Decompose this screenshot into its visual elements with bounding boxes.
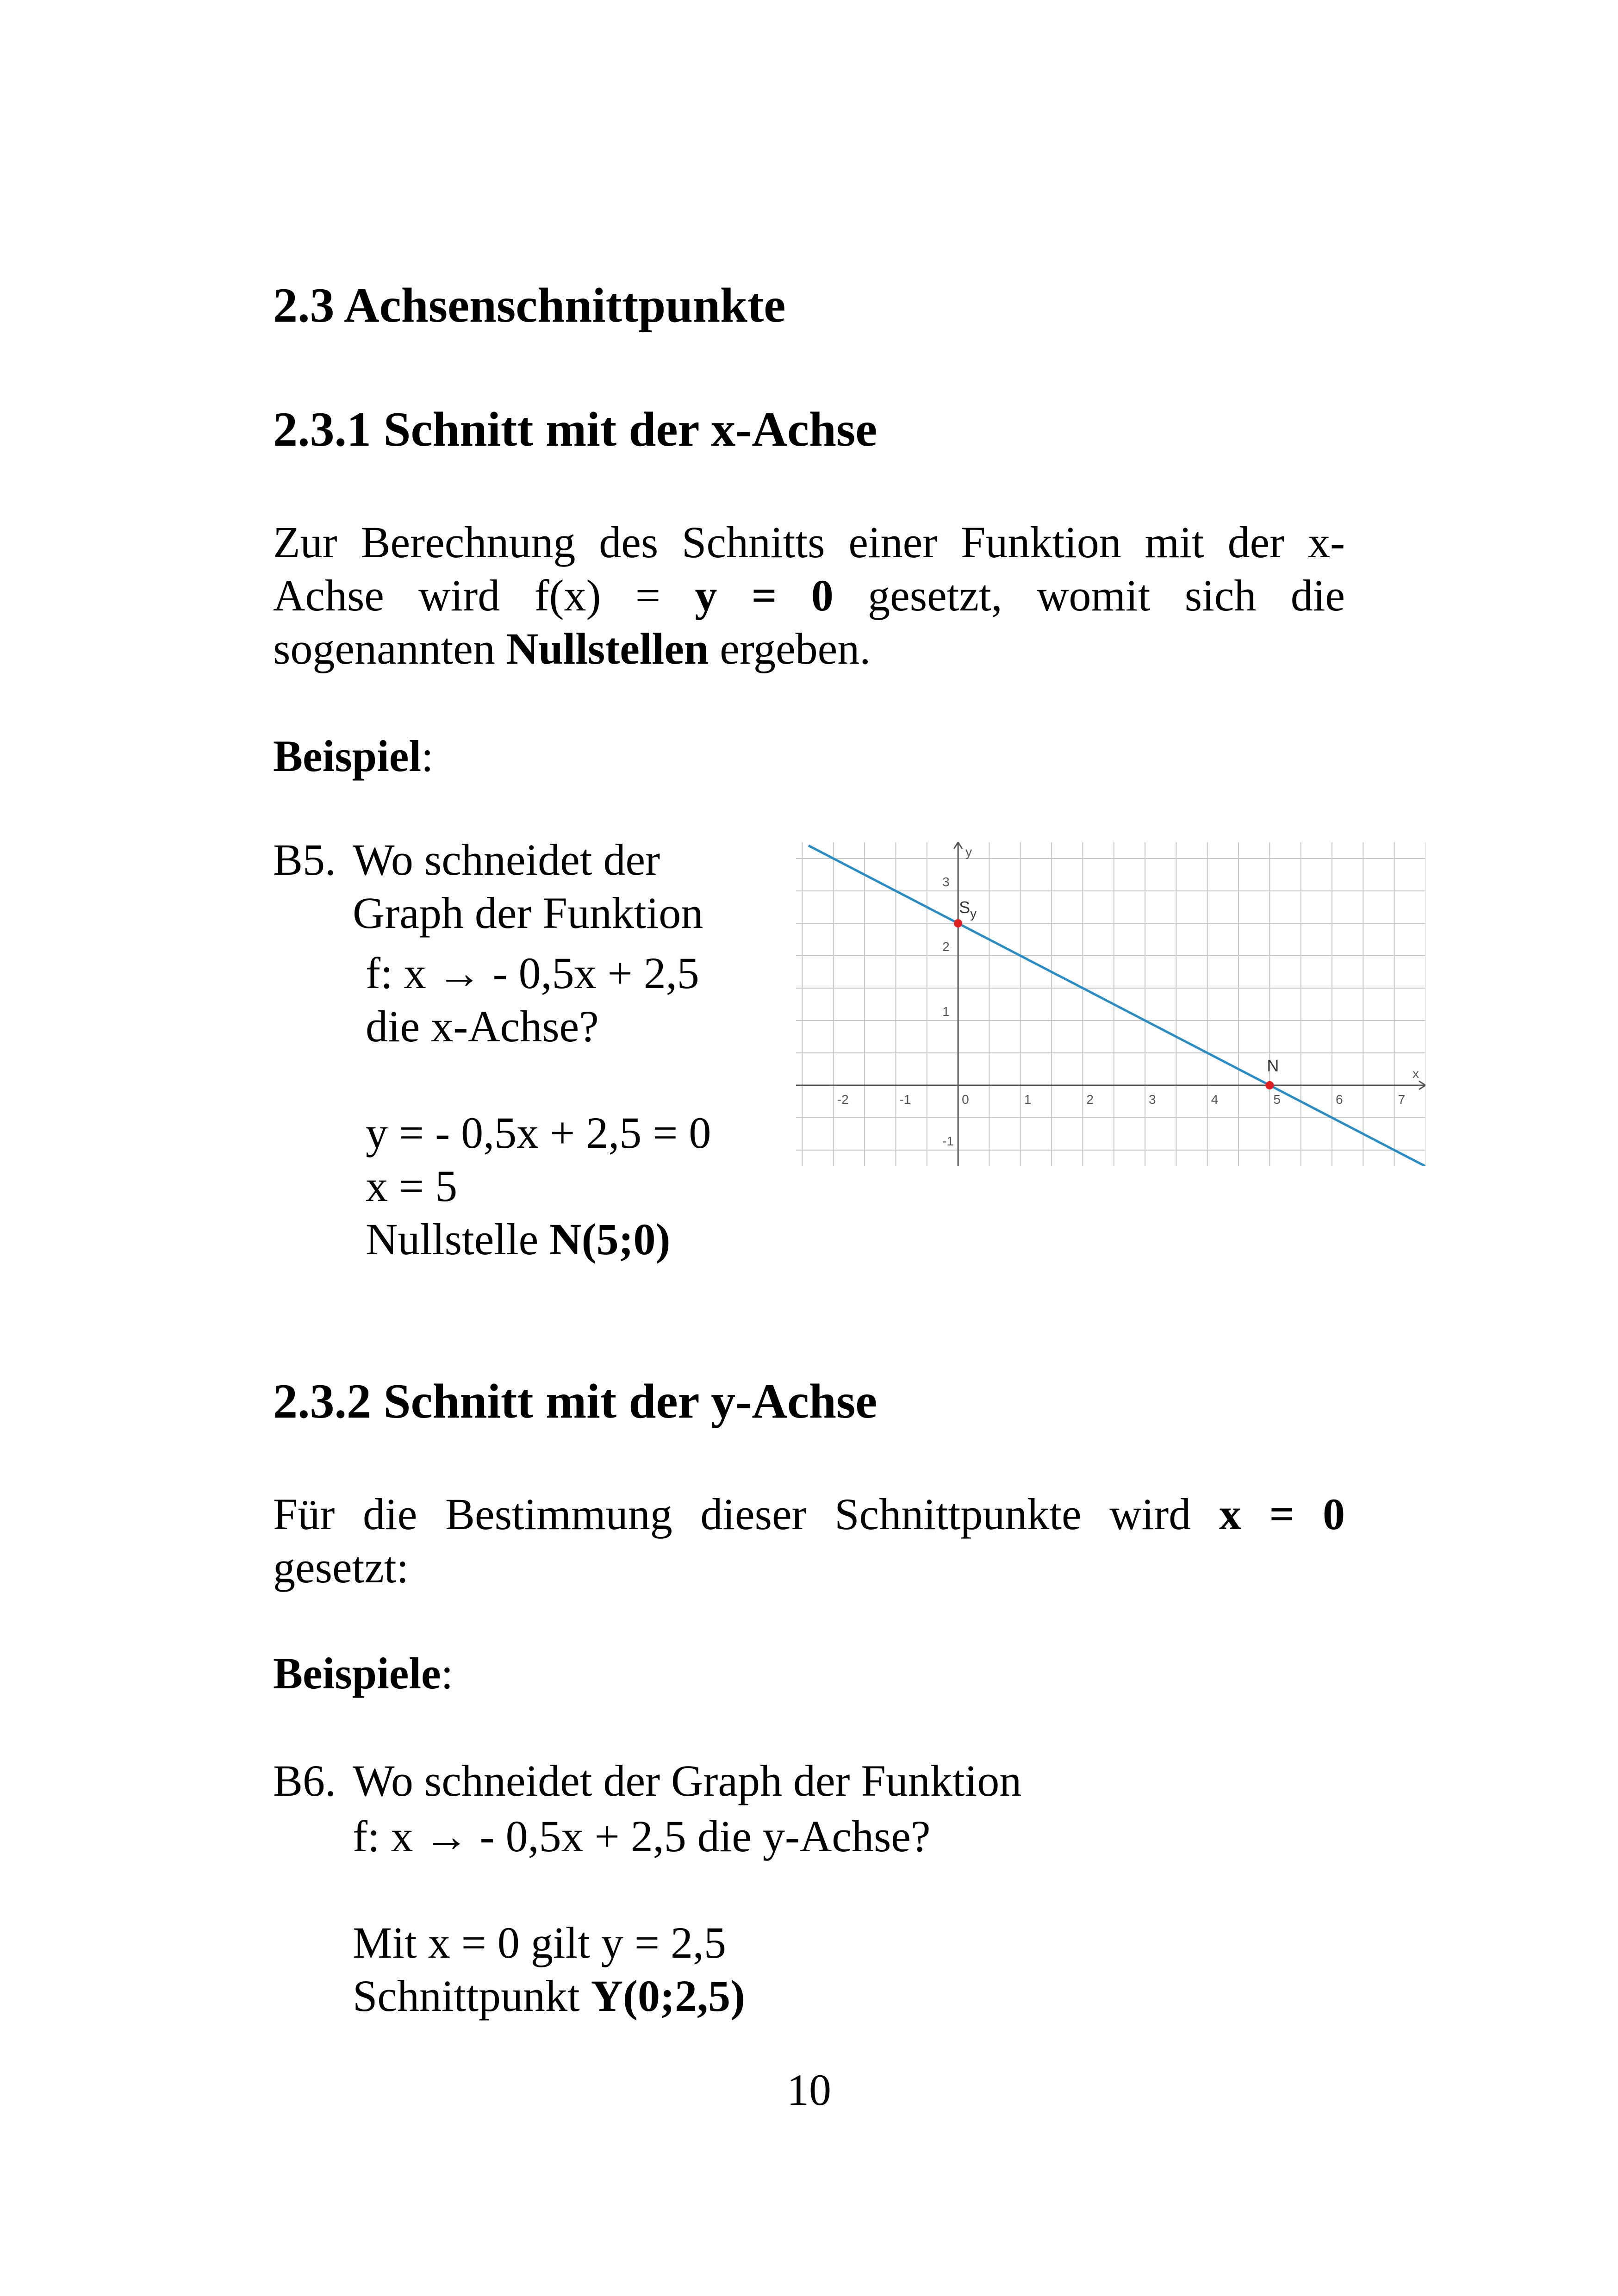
function-question: f: x → - 0,5x + 2,5 die y-Achse? (353, 1811, 931, 1861)
function-definition: f: x → - 0,5x + 2,5 (366, 948, 699, 998)
y-tick-label: 2 (942, 940, 950, 954)
result-line (353, 1969, 745, 2022)
question-line: die x-Achse? (366, 1002, 599, 1051)
y-axis-paragraph (273, 1487, 1345, 1594)
function-graph (796, 842, 1425, 1166)
subsection-title-x-axis: 2.3.1 Schnitt mit der x-Achse (273, 402, 877, 456)
x-axis-label: x (1413, 1066, 1419, 1081)
tick-labels (837, 875, 1405, 1148)
x-tick-label: 6 (1336, 1092, 1343, 1107)
x-tick-label: 5 (1273, 1092, 1281, 1107)
examples-label-text: Beispiele (273, 1649, 441, 1698)
bold-term: Nullstellen (506, 624, 709, 673)
text: gesetzt, womit sich die sogenannten (273, 571, 1345, 673)
colon: : (421, 731, 434, 781)
text: Nullstelle (366, 1214, 550, 1264)
question-line: Graph der Funktion (353, 888, 703, 938)
y-tick-label: 3 (942, 875, 950, 889)
subsection-title-y-axis: 2.3.2 Schnitt mit der y-Achse (273, 1374, 877, 1428)
solution-line: x = 5 (366, 1161, 458, 1211)
text: gesetzt: (273, 1543, 409, 1592)
solution-line: y = - 0,5x + 2,5 = 0 (366, 1108, 711, 1157)
page-number: 10 (787, 2065, 831, 2115)
x-tick-label: 4 (1211, 1092, 1219, 1107)
question-line: Wo schneidet der (353, 835, 660, 884)
point-label: N (1267, 1056, 1279, 1075)
colon: : (441, 1649, 454, 1698)
function-line (809, 846, 1425, 1166)
x-tick-label: -2 (837, 1092, 849, 1107)
bold-text: x = 0 (1219, 1489, 1345, 1539)
example-number: B6. (273, 1756, 336, 1805)
series (809, 846, 1425, 1166)
y-axis-label: y (965, 845, 972, 859)
bold-text: y = 0 (695, 571, 834, 620)
x-tick-label: 0 (962, 1092, 969, 1107)
text: Zur Berechnung des Schnitts einer Funktion mit der x-Achse wird f(x) = (273, 517, 1345, 620)
root-point: N(5;0) (549, 1214, 671, 1264)
x-tick-label: 3 (1149, 1092, 1156, 1107)
question-line: Wo schneidet der Graph der Funktion (353, 1756, 1022, 1805)
y-tick-label: -1 (942, 1134, 954, 1148)
text: ergeben. (709, 624, 871, 673)
section-title: 2.3 Achsenschnittpunkte (273, 278, 786, 332)
example-number: B5. (273, 835, 336, 884)
point-label-subscript: y (970, 906, 977, 921)
x-axis-paragraph (273, 516, 1345, 675)
x-tick-label: 2 (1086, 1092, 1094, 1107)
y-tick-label: 1 (942, 1004, 950, 1019)
solution-line: Mit x = 0 gilt y = 2,5 (353, 1918, 726, 1967)
example-label-text: Beispiel (273, 731, 422, 781)
example-label (273, 729, 434, 783)
text: Für die Bestimmung dieser Schnittpunkte wird (273, 1489, 1219, 1539)
result-line (366, 1213, 671, 1266)
point-label: $S_y$ (959, 898, 977, 921)
intercept-point: Y(0;2,5) (591, 1971, 745, 2021)
marked-points (954, 898, 1279, 1089)
x-tick-label: -1 (899, 1092, 911, 1107)
examples-label (273, 1647, 453, 1700)
x-tick-label: 1 (1024, 1092, 1032, 1107)
text: Schnittpunkt (353, 1971, 591, 2021)
x-tick-label: 7 (1398, 1092, 1406, 1107)
marked-point (1265, 1081, 1274, 1089)
marked-point (954, 919, 962, 927)
